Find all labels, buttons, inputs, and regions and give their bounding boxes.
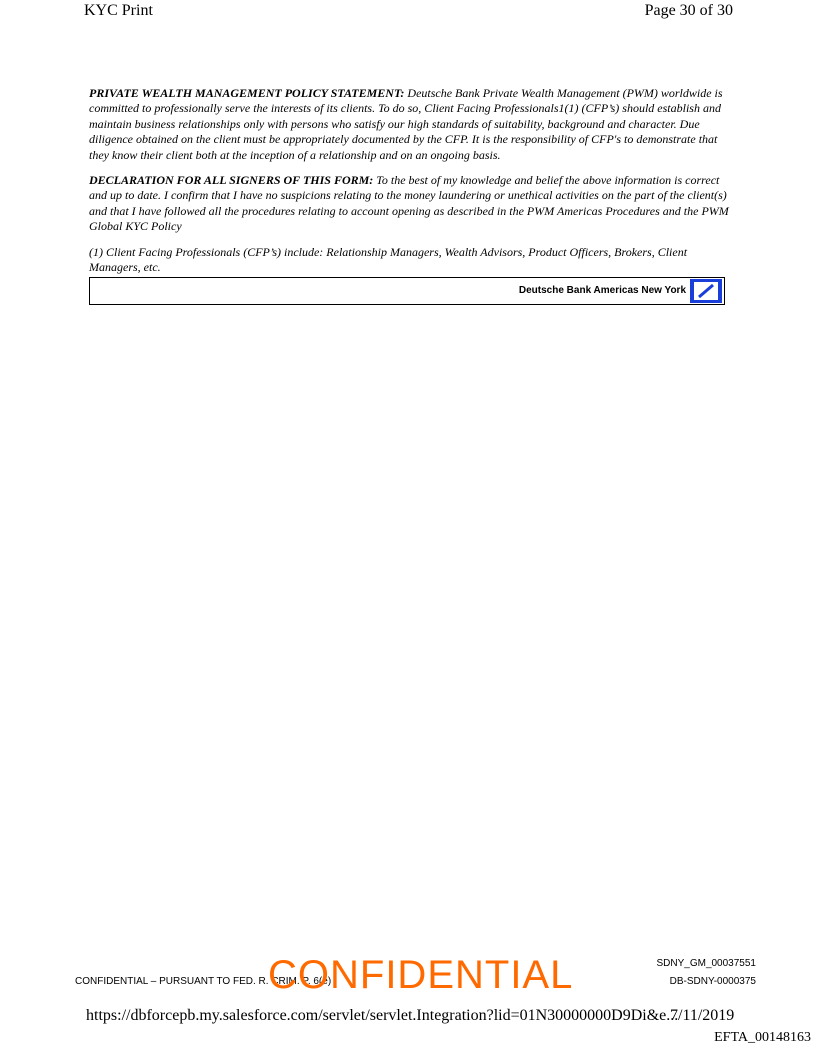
declaration-text: To the best of my knowledge and belief the above information is correct and up to date. I confirm that I have no suspicions relating to the money laundering or unethical activities on the part of the client(s) and that I have followed all the procedures relating to account opening as described in the PWM Americas Procedures and the PWM Global KYC Policy <box>89 173 729 234</box>
policy-text: Deutsche Bank Private Wealth Management (PWM) worldwide is committed to professionally serve the interests of its clients. To do so, Client Facing Professionals1(1) (CFP’s) should establish and maintain business relationships only with persons who satisfy our high standards of suitability, background and character. Due diligence obtained on the client must be appropriately documented by the CFP. It is the responsibility of CFP's to demonstrate that they know their client both at the inception of a relationship and on an ongoing basis. <box>89 86 723 162</box>
policy-statement <box>89 86 729 163</box>
efta-number: EFTA_00148163 <box>714 1030 811 1045</box>
print-date: 7/11/2019 <box>670 1007 735 1024</box>
policy-heading: PRIVATE WEALTH MANAGEMENT POLICY STATEMENT: <box>89 86 405 100</box>
declaration-heading: DECLARATION FOR ALL SIGNERS OF THIS FORM: <box>89 173 374 188</box>
bank-name: Deutsche Bank Americas New York <box>518 285 686 296</box>
declaration-statement <box>89 173 729 235</box>
footnote: (1) Client Facing Professionals (CFP’s) include: Relationship Managers, Wealth Advisors, Product Officers, Brokers, Client Managers, etc. <box>89 244 688 275</box>
bates-number-2: DB-SDNY-0000375 <box>669 976 756 987</box>
document-title: KYC Print <box>84 2 153 19</box>
confidential-stamp: CONFIDENTIAL <box>268 953 574 997</box>
bank-footer-bar <box>89 277 725 305</box>
deutsche-bank-logo-icon <box>690 279 722 303</box>
kyc-content <box>89 86 729 275</box>
bates-number-1: SDNY_GM_00037551 <box>656 958 756 969</box>
confidential-note: CONFIDENTIAL – PURSUANT TO FED. R. CRIM. P. 6(e) <box>75 976 332 987</box>
page-number: Page 30 of 30 <box>644 2 733 19</box>
source-url: https://dbforcepb.my.salesforce.com/servlet/servlet.Integration?lid=01N30000000D9Di&e... <box>86 1007 679 1024</box>
